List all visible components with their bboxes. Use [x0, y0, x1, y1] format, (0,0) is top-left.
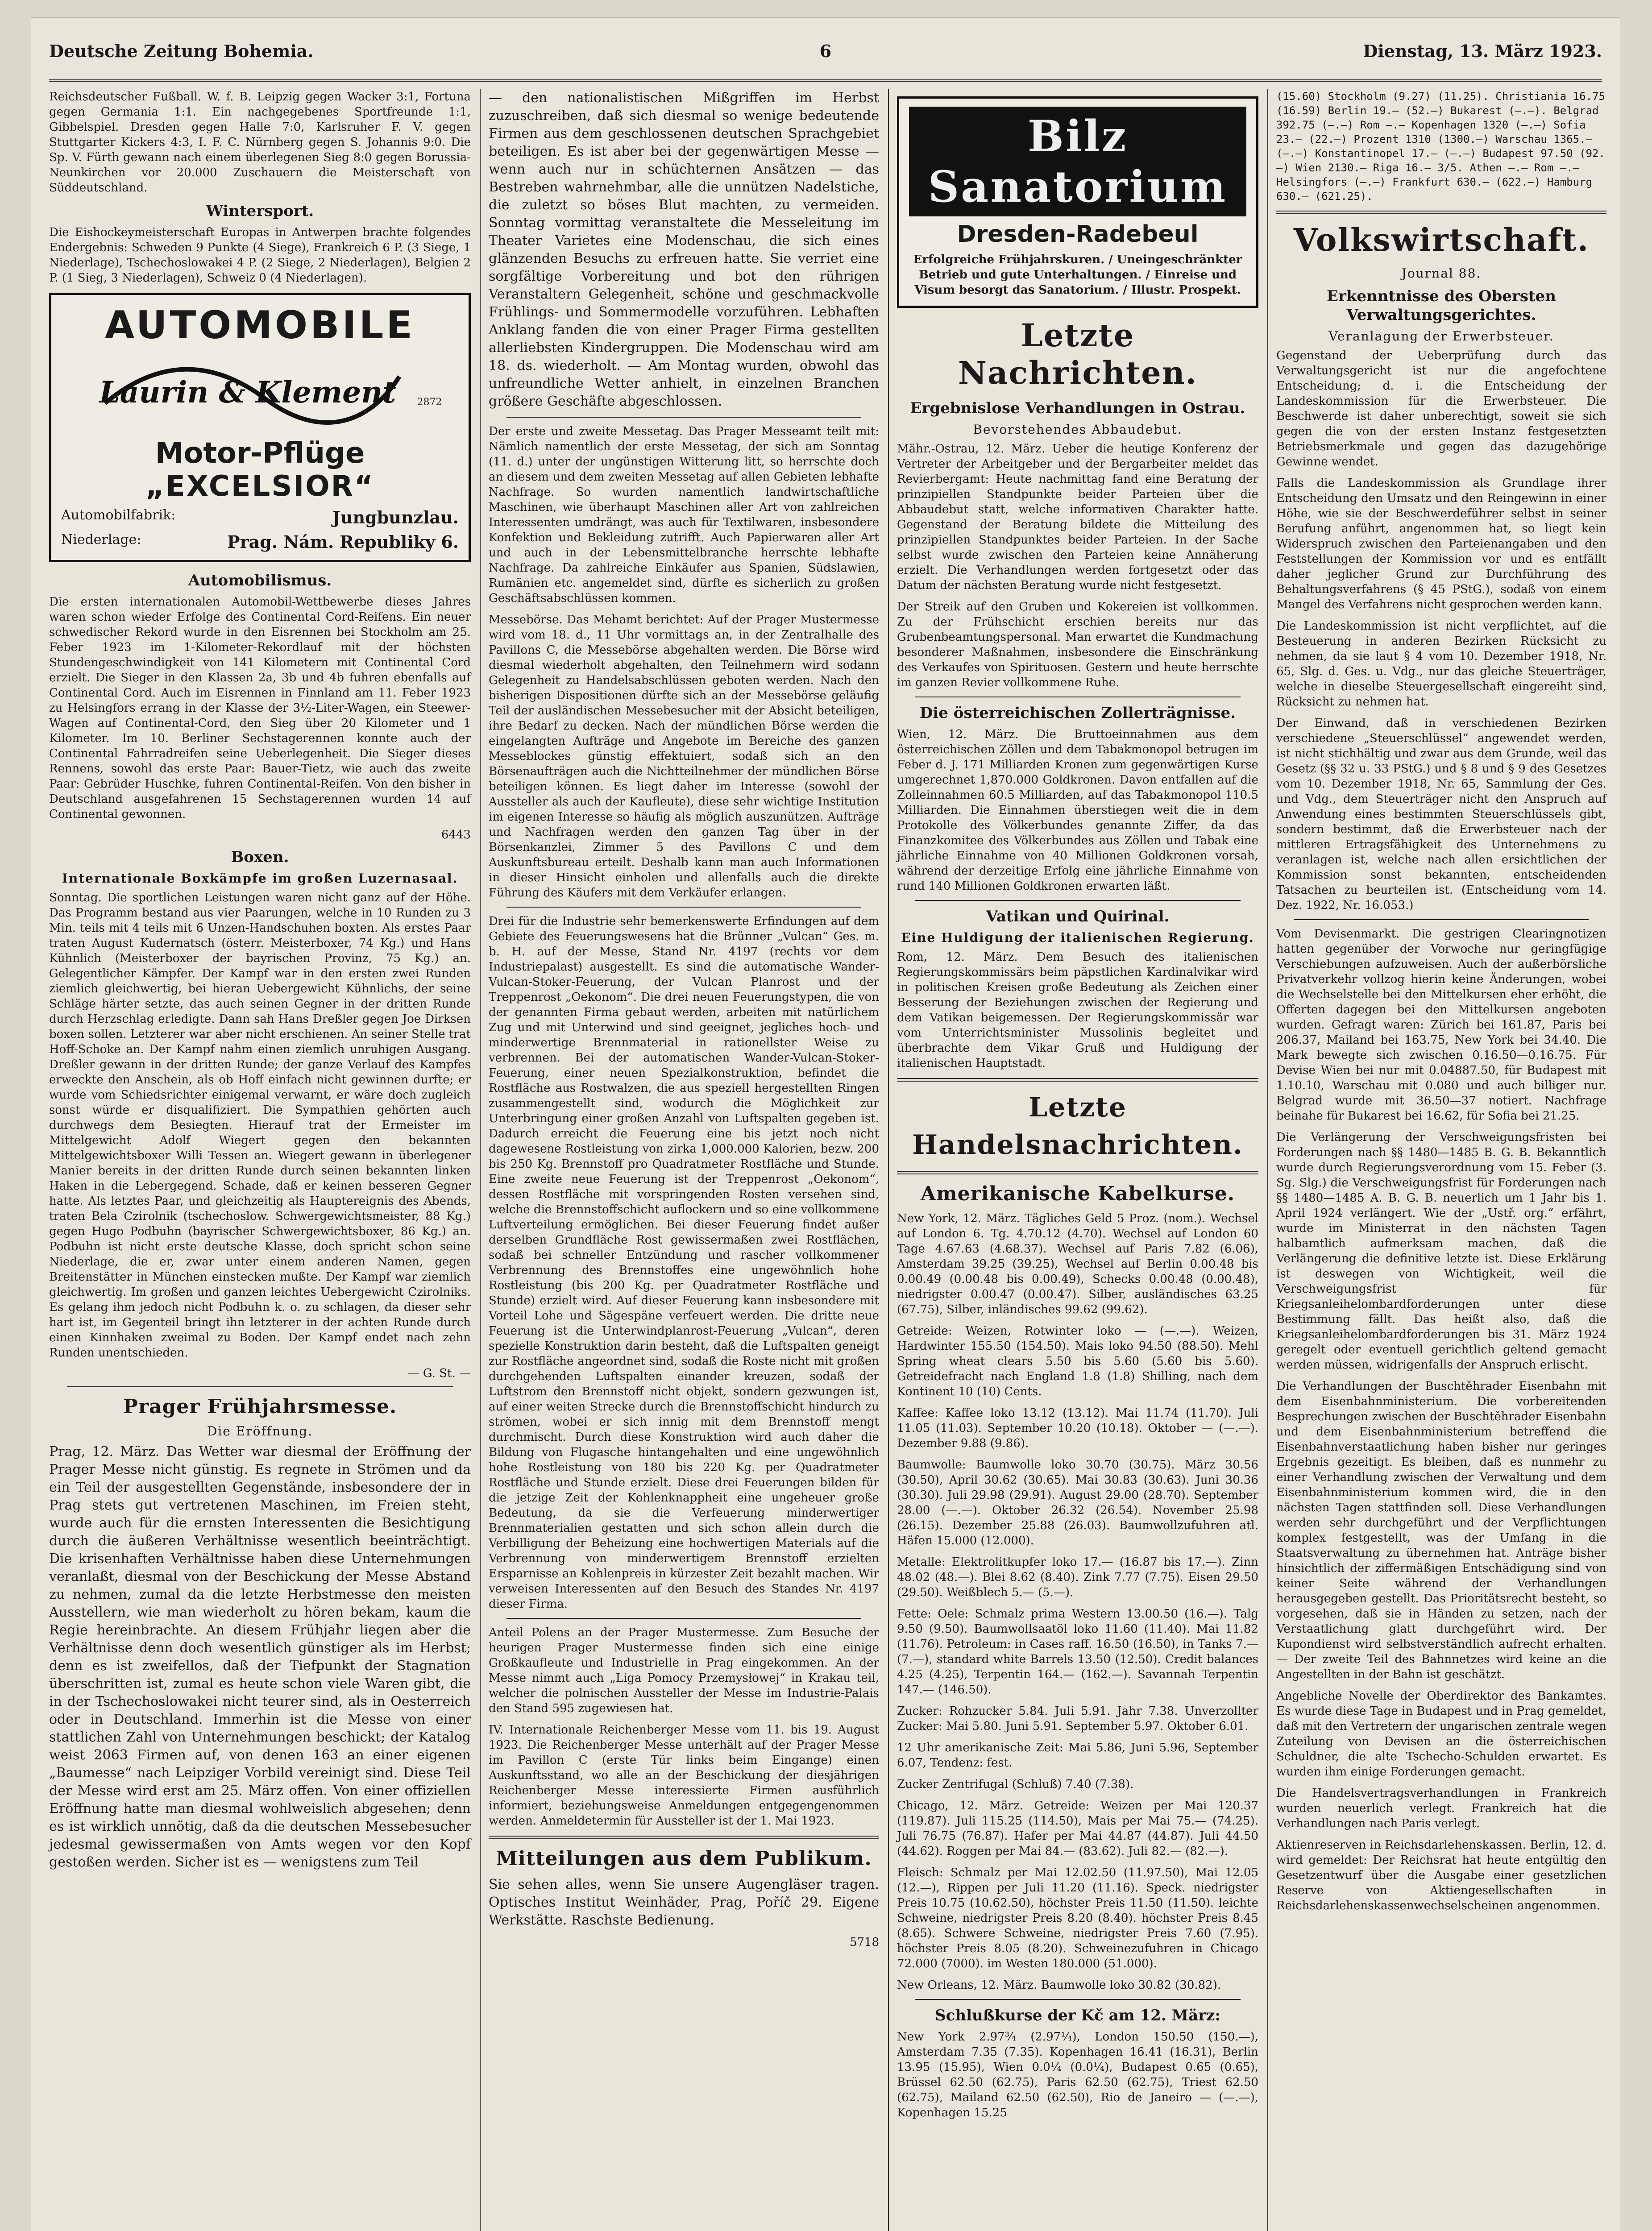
ad-factory-value: Jungbunzlau. [332, 507, 459, 527]
verwaltungsgericht-text-2: Falls die Landeskommission als Grundlage ihrer Entscheidung den Umsatz und den Reingewinn in einer Höhe, wie sie der Beschwerdeführer selbst in seiner Berufung anführt, angenommen hat, so liegt kein Widerspruch zwischen den Parteienangaben und den Feststellungen der Kommission vor und es entfällt daher jeglicher Grund zur Durchführung des Behaltungsverfahrens (§ 45 PStG.), sodaß von einem Mangel des Verfahrens nicht gesprochen werden kann. [1276, 477, 1606, 611]
boxen-subheading: Internationale Boxkämpfe im großen Luzernasaal. [62, 871, 458, 886]
verschweigungsfristen-text: Die Verlängerung der Verschweigungsfristen bei Forderungen nach §§ 1480—1485 B. G. B. Bekanntlich wurde durch Regierungsverordnung vom 15. Feber (3. Sg. Slg.) die Verschweigungsfrist für Forderungen nach §§ 1480—1485 A. B. G. B. neuerlich um 1 Jahr bis 1. April 1924 verlängert. Wie der „Ustř. org.“ erfährt, wurde im Ministerrat in den nächsten Tagen halbamtlich aufmerksam machen, daß die Verlängerung die definitive letzte ist. Diese Erklärung ist deswegen von Wichtigkeit, weil die Verschweigungsfrist für Kriegsanleihelombardforderungen unter diese Bestimmung fällt. Das heißt also, daß die Kriegsanleihelombardforderungen bis 31. März 1924 geregelt oder eventuell gerichtlich geltend gemacht werden müssen, widrigenfalls der Anspruch erlischt. [1276, 1131, 1606, 1372]
handelsvertrag-text: Die Handelsvertragsverhandlungen in Frankreich wurden neuerlich verlegt. Frankreich hat die Verhandlungen nach Paris verlegt. [1276, 1787, 1606, 1830]
exchange-rates-ticker: (15.60) Stockholm (9.27) (11.25). Christiania 16.75 (16.59) Berlin 19.— (52.—) Bukarest (—.—). Belgrad 392.75 (—.—) Rom —.— Kopenhagen 1320 (—.—) Sofia 23.— (22.—) Prozent 1310 (1300.—) Warschau 1365.— (—.—) Konstantinopel 17.— (—.—) Budapest 97.50 (92.—) Wien 2130.— Riga 16.— 3/5. Athen —.— Rom —.— Helsingfors (—.—) Frankfurt 630.— (622.—) Hamburg 630.— (621.25). [1276, 90, 1612, 203]
laurin-klement-logo [61, 348, 459, 437]
section-divider [506, 417, 861, 418]
section-divider [897, 1171, 1258, 1174]
ad-excelsior: „EXCELSIOR“ [145, 470, 374, 503]
bilz-sanatorium-advertisement [897, 96, 1258, 308]
ad-motor-pfluege: Motor-Pflüge [155, 437, 365, 470]
ostrau-text-1: Mähr.-Ostrau, 12. März. Ueber die heutige Konferenz der Vertreter der Arbeitgeber und der Bergarbeiter meldet das Revierbergamt: Heute nachmittag fand eine Beratung der prinzipiellen Standpunkte beider Parteien über die Abbaudebut statt, welche informativen Charakter hatte. Gegenstand der Beratung bildete die Mitteilung des prinzipiellen Standpunktes beider Parteien. In der Sache selbst wurde zwischen den Parteien keine Annäherung erzielt. Die Verhandlungen werden fortgesetzt oder das Datum der nächsten Beratung wurde nicht festgesetzt. [897, 442, 1258, 592]
laurin-klement-advertisement [49, 293, 471, 562]
boxen-signature: — G. St. — [407, 1367, 471, 1380]
fruehjahrsmesse-heading: Prager Frühjahrsmesse. [123, 1395, 397, 1418]
automobilismus-heading: Automobilismus. [188, 572, 332, 589]
verwaltungsgericht-heading: Erkenntnisse des Obersten Verwaltungsgerichtes. [1326, 287, 1557, 324]
kabelkurse-metalle: Metalle: Elektrolitkupfer loko 17.— (16.87 bis 17.—). Zinn 48.02 (48.—). Blei 8.62 (8.40). Zink 7.77 (7.75). Eisen 29.50 (29.50). Weißblech 5.— (5.—). [897, 1555, 1258, 1599]
issue-date: Dienstag, 13. März 1923. [1363, 41, 1602, 61]
fruehjahrsmesse-text: Prag, 12. März. Das Wetter war diesmal der Eröffnung der Prager Messe nicht günstig. Es regnete in Strömen und da ein Teil der ausgestellten Gegenstände, insbesondere der in Prag stets gut vertretenen Maschinen, im Freien steht, wurde auch für die ernsten Interessenten die Besichtigung durch die äußeren Verhältnisse wesentlich beeinträchtigt. Die krisenhaften Verhältnisse haben diese Unternehmungen veranlaßt, diesmal von der Beschickung der Messe Abstand zu nehmen, zumal da die letzte Herbstmesse den meisten Ausstellern, wie man wiederholt zu hören bekam, kaum die Regie hereinbrachte. An diesem Frühjahr liegen aber die Verhältnisse denn doch wesentlich günstiger als im Herbst; denn es ist zweifellos, daß der Tiefpunkt der Stagnation überschritten ist, zumal es heute schon viele Waren gibt, die in der Tschechoslowakei nicht teurer sind, als in Oesterreich oder in Deutschland. Immerhin ist die Messe von einer stattlichen Zahl von Unternehmungen beschickt; der Katalog weist 2063 Firmen auf, von denen 163 an einer eigenen „Baumesse“ nach Leipziger Vorbild vereinigt sind. Diese Teil der Messe wird erst am 25. März offen. Von einer offiziellen Eröffnung hatte man diesmal wohlweislich abgesehen; denn es ist wirklich unnötig, daß da die deutschen Messebesucher jedesmal gewissermaßen von Amts wegen vor den Kopf gestoßen werden. Sicher ist es — wenigstens zum Teil [49, 1444, 471, 1870]
page-header [49, 26, 1602, 82]
newspaper-page [31, 18, 1620, 2231]
section-divider [897, 1078, 1258, 1082]
section-divider [67, 1386, 453, 1387]
publikum-text: Sie sehen alles, wenn Sie unsere Augengläser tragen. Optisches Institut Weinhäder, Prag, Poříč 29. Eigene Werkstätte. Raschste Bedienung. [489, 1877, 879, 1928]
verwaltungsgericht-text-4: Der Einwand, daß in verschiedenen Bezirken verschiedene „Steuerschlüssel“ angewendet werden, ist nicht stichhältig und zwar aus dem Grunde, weil das Gesetz (§§ 32 u. 33 PStG.) und § 8 und § 9 des Gesetzes vom 10. Dezember 1918, Nr. 65, Sammlung der Ges. und Vdg., dem Steuerträger nicht den Anspruch auf Anwendung eines bestimmten Steuerschlüssels gibt, sondern bestimmt, daß die Erwerbsteuer nach der mittleren Ertragsfähigkeit des Unternehmens zu veranlagen ist, welche nach allen ersichtlichen der Kommission sonst bekannten, entscheidenden Tatsachen zu beurteilen ist. (Entscheidung vom 14. Dez. 1922, Nr. 16.053.) [1276, 717, 1606, 912]
kabelkurse-zucker-12uhr: 12 Uhr amerikanische Zeit: Mai 5.86, Juni 5.96, September 6.07, Tendenz: fest. [897, 1741, 1258, 1770]
section-divider [506, 907, 861, 908]
messe-continued-text: — den nationalistischen Mißgriffen im Herbst zuzuschreiben, daß sich diesmal so wenige bedeutende Firmen aus dem geschlossenen deutschen Sprachgebiet beteiligen. Es ist aber bei der gegenwärtigen Messe — wenn auch nur in schüchternen Ansätzen — das Bestreben wahrnehmbar, alle die unnützen Nadelstiche, die zuletzt so böses Blut machten, zu vermeiden. Sonntag vormittag veranstaltete die Messeleitung im Theater Varietes eine Modenschau, die sich eines glänzenden Besuchs zu erfreuen hatte. Sie verriet eine sorgfältige Vorbereitung und bot den rührigen Veranstaltern Gelegenheit, schöne und geschmackvolle Frühlings- und Sommermodelle vorzuführen. Lebhaften Anklang fanden die von einer Prager Firma gestellten allerliebsten Kindergruppen. Die Modenschau wird am 18. ds. wiederholt. — Am Montag wurden, obwohl das unfreundliche Wetter anhielt, in einzelnen Branchen größere Geschäfte abgeschlossen. [489, 90, 879, 409]
volkswirtschaft-journal: Journal 88. [1401, 266, 1482, 281]
vatikan-subheading: Eine Huldigung der italienischen Regierung. [901, 930, 1254, 945]
boxen-text: Sonntag. Die sportlichen Leistungen waren nicht ganz auf der Höhe. Das Programm bestand aus vier Paarungen, welche in 10 Runden zu 3 Min. teils mit 4 teils mit 6 Unzen-Handschuhen boxten. Als erstes Paar traten August Kudernatsch (österr. Meisterboxer, 74 Kg.) und Hans Kühnlich (Meisterboxer der bayrischen Provinz, 75 Kg.) an. Gelegentlicher Kämpfer. Der Kampf war in den ersten zwei Runden ziemlich gleichwertig, bei hieran Uebergewicht Kühnlichs, der seine Schläge härter setzte, das auch seinen Gegner in der dritten Runde durch Herzschlag erledigte. Dann sah Hans Dreßler gegen Joe Dirksen boxen sollen. Letzterer war aber nicht erschienen. An seiner Stelle trat Hoff-Schoke an. Der Kampf nahm einen ziemlich unruhigen Ausgang. Dreßler gewann in der dritten Runde; der ganze Verlauf des Kampfes erweckte den Anschein, als ob Hoff einfach nicht gewinnen durfte; er wurde vom Schiedsrichter einigemal verwarnt, er wäre doch zugleich sonst würde er disqualifiziert. Die Sympathien gehörten auch durchwegs dem Besiegten. Hierauf trat der Ermeister im Mittelgewicht Adolf Wiegert gegen den bekannten Mittelgewichtsboxer Willi Tessen an. Wiegert gewann in überlegener Manier bereits in der dritten Runde durch seinen bekannten linken Haken in die Lebergegend. Schade, daß er keinen besseren Gegner hatte. Als letztes Paar, und gleichzeitig als Hauptereignis des Abends, traten Bela Czirolnik (tschechoslow. Schwergewichtsmeister, 88 Kg.) gegen Hugo Podbuhn (bayrischer Schwergewichtsboxer, 86 Kg.) an. Podbuhn ist nicht erste deutsche Klasse, doch spricht schon seine Niederlage, die er, zwar unter einem anderen Namen, gegen Breitenstätter in München einstecken mußte. Der Kampf war ziemlich gleichwertig. Im großen und ganzen leichtes Uebergewicht Czirolniks. Es gelang ihm jedoch nicht Podbuhn k. o. zu schlagen, da dieser sehr hart ist, im Gegenteil bringt ihn letzterer in der achten Runde durch einen Kinnhaken zweimal zu Boden. Der Kampf endet nach zehn Runden unentschieden. [49, 891, 471, 1360]
kabelkurse-zucker: Zucker: Rohzucker 5.84. Juli 5.91. Jahr 7.38. Unverzollter Zucker: Mai 5.80. Juni 5.91. September 5.97. Oktober 6.01. [897, 1704, 1258, 1733]
laurin-klement-logo-graphic [78, 350, 417, 435]
bankamt-text: Angebliche Novelle der Oberdirektor des Bankamtes. Es wurde diese Tage in Budapest und in Prag gemeldet, daß mit den Vertretern der ungarischen zentrale wegen Zuteilung von Devisen an die österreichischen Schuldner, die alte Tschecho-Schulden erwartet. Es wurden ihm einige Forderungen gemacht. [1276, 1689, 1606, 1779]
letzte-nachrichten-heading: Letzte Nachrichten. [958, 317, 1197, 391]
winter-sport-text: Die Eishockeymeisterschaft Europas in Antwerpen brachte folgendes Endergebnis: Schweden 9 Punkte (4 Siege), Frankreich 6 P. (3 Siege, 1 Niederlage), Tschechoslowakei 4 P. (2 Siege, 2 Niederlagen), Belgien 2 P. (1 Sieg, 3 Niederlagen), Schweiz 0 (4 Niederlagen). [49, 226, 471, 285]
section-divider [506, 1618, 861, 1619]
devisenmarkt-text: Vom Devisenmarkt. Die gestrigen Clearingnotizen hatten gegenüber der Vorwoche nur geringfügige Verschiebungen aufzuweisen. Auch der außerbörsliche Privatverkehr vollzog hierin keine Änderungen, wobei die Wechselstelle bei den Mittelkursen eher erhöht, die Offerten dagegen bei den Mittelkursen angeboten wurden. Gefragt waren: Zürich bei 161.87, Paris bei 206.37, Mailand bei 163.75, New York bei 34.40. Die Mark bewegte sich zwischen 0.16.50—0.16.75. Für Devise Wien bei nur mit 0.04887.50, für Budapest mit 1.10.10, Warschau mit 0.080 und auch billiger nur. Belgrad wurde mit 36.50—37 notiert. Nachfrage beinahe für Bukarest bei 16.62, für Sofia bei 21.25. [1276, 927, 1606, 1123]
ad-code: 2872 [417, 397, 442, 408]
ostrau-text-2: Der Streik auf den Gruben und Kokereien ist vollkommen. Zu der Frühschicht erschien bereits nur das Grubenbeamtungspersonal. Man erwartet die Kundmachung besonderer Maßnahmen, insbesondere die Einschränkung des Verkaufes von Spirituosen. Gestern und heute herrschte im ganzen Revier vollkommene Ruhe. [897, 600, 1258, 689]
polen-messe-text: Anteil Polens an der Prager Mustermesse. Zum Besuche der heurigen Prager Mustermesse finden sich eine einige Großkaufleute und Industrielle in Prag eingekommen. An der Messe nimmt auch „Liga Pomocy Przemysłowej“ in Krakau teil, welcher die polnischen Aussteller der Messe im Industrie-Palais den Stand 595 zugewiesen hat. [489, 1626, 879, 1715]
kabelkurse-heading: Amerikanische Kabelkurse. [920, 1182, 1235, 1205]
sport-football-text: Reichsdeutscher Fußball. W. f. B. Leipzig gegen Wacker 3:1, Fortuna gegen Germania 1:1. Ein nachgegebenes Sportfreunde 1:1, Gibbelspiel. Dresden gegen Halle 7:0, Karlsruher F. V. gegen Stuttgarter Kickers 4:3, I. F. C. Nürnberg gegen S. Johannis 9:0. Die Sp. V. Fürth gewann nach einem überlegenen Sieg 8:0 gegen Borussia-Neunkirchen vor 20.000 Zuschauern die Meisterschaft von Süddeutschland. [49, 90, 471, 195]
column-2 [489, 89, 879, 2231]
verwaltungsgericht-text-3: Die Landeskommission ist nicht verpflichtet, auf die Besteuerung in anderen Bezirken Rücksicht zu nehmen, da sie laut § 4 vom 10. Dezember 1918, Nr. 65, Slg. d. Ges. u. Vdg., nur das gleiche Steuerträger, welche in dieselbe Steuergesellschaft eingereiht sind, Rücksicht zu nehmen hat. [1276, 619, 1606, 709]
ostrau-subheading: Bevorstehendes Abbaudebut. [973, 422, 1183, 437]
erwerbsteuer-subheading: Veranlagung der Erwerbsteuer. [1328, 329, 1554, 344]
boxen-heading: Boxen. [231, 848, 289, 866]
messetag-text: Der erste und zweite Messetag. Das Prager Messeamt teilt mit: Nämlich namentlich der erste Messetag, der sich am Sonntag (11. d.) unter der ungünstigen Witterung litt, so herrschte doch an diesem und dem zweiten Messetag auf allen Gebieten lebhafte Nachfrage. So wurden namentlich landwirtschaftliche Maschinen, wie überhaupt Maschinen aller Art von zahlreichen Interessenten umdrängt, was auch für Textilwaren, insbesondere Konfektion und Bekleidung zutrifft. Auch Papierwaren aller Art und auch in der Lebensmittelbranche herrschte lebhafte Nachfrage. Da zahlreiche Einkäufer aus Spanien, Südslawien, Rumänien etc. angemeldet sind, dürfte es sicherlich zu großen Geschäftsabschlüssen kommen. [489, 425, 879, 605]
section-divider [489, 1836, 879, 1839]
ad-factory-row [61, 507, 459, 527]
section-divider [1276, 211, 1606, 214]
schlusskurse-text: New York 2.97¾ (2.97¼), London 150.50 (150.—), Amsterdam 7.35 (7.35). Kopenhagen 16.41 (16.31), Berlin 13.95 (15.95), Wien 0.0¼ (0.0¼), Budapest 0.65 (0.65), Brüssel 62.50 (62.75), Paris 62.50 (62.75), Triest 62.50 (62.75), Mailand 62.50 (62.50), Rio de Janeiro — (—.—), Kopenhagen 15.25 [897, 2030, 1258, 2119]
volkswirtschaft-heading: Volkswirtschaft. [1293, 221, 1590, 258]
column-rule [480, 89, 481, 2231]
ostrau-heading: Ergebnislose Verhandlungen in Ostrau. [910, 399, 1245, 417]
section-divider [915, 900, 1241, 901]
aktienreserven-text: Aktienreserven in Reichsdarlehenskassen. Berlin, 12. d. wird gemeldet: Der Reichsrat hat heute entgültig den Gesetzentwurf über die Ausgabe einer gesetzlichen Reserve von Aktiengesellschaften in Reichsdarlehenskassenwechselscheinen angenommen. [1276, 1838, 1606, 1912]
ad-outlet-label: Niederlage: [61, 532, 141, 547]
ad-outlet-row [61, 532, 459, 552]
section-divider [915, 1999, 1241, 2000]
ad-automobile-title: AUTOMOBILE [104, 303, 415, 348]
kabelkurse-body [897, 1211, 1258, 1993]
buschtehrader-text: Die Verhandlungen der Buschtěhrader Eisenbahn mit dem Eisenbahnministerium. Die vorbereitenden Besprechungen zwischen der Buschtěhrader Eisenbahn und dem Eisenbahnministerium betreffend die Eisenbahnverstaatlichung haben bisher nur geringes Ergebnis gezeitigt. Es bleiben, daß es nunmehr zu einer Verhandlung zwischen der Verwaltung und dem Eisenbahnministerium kommen wird, die in den nächsten Tagen stattfinden soll. Diese Verhandlungen werden sehr durchgeführt und der Verpflichtungen komplex festgestellt, was der Umfang in die Staatsverwaltung zu übernehmen hat. Anträge bisher hinsichtlich der ziffermäßigen Entschädigung sind von keiner Seite während der Verhandlungen herausgegeben gestellt. Das Prioritätsrecht besteht, so vorgesehen, daß sie in Händen zu setzen, nach der Verstaatlichung glatt durchgeführt wird. Der Kupondienst wird selbstverständlich aufrecht erhalten. — Der zweite Teil des Bahnnetzes wird keine an die Angestellten in der Bahn ist geschätzt. [1276, 1380, 1606, 1681]
fruehjahrsmesse-subheading: Die Eröffnung. [207, 1424, 313, 1439]
kabelkurse-kaffee: Kaffee: Kaffee loko 13.12 (13.12). Mai 11.74 (11.70). Juli 11.05 (11.03). September 10.20 (10.18). Oktober — (—.—). Dezember 9.88 (9.86). [897, 1406, 1258, 1450]
column-1 [49, 89, 471, 2231]
kabelkurse-getreide: Getreide: Weizen, Rotwinter loko — (—.—). Weizen, Hardwinter 155.50 (154.50). Mais loko 94.50 (88.50). Mehl Spring wheat clears 5.50 bis 5.60 (5.60 bis 5.60). Getreidefracht nach England 1.8 (1.8) Shilling, nach dem Kontinent 10 (10) Cents. [897, 1324, 1258, 1398]
page-number: 6 [819, 41, 832, 61]
newspaper-name: Deutsche Zeitung Bohemia. [49, 41, 314, 61]
kabelkurse-chicago-getreide: Chicago, 12. März. Getreide: Weizen per Mai 120.37 (119.87). Juli 115.25 (114.50), Mais per Mai 75.— (74.25). Juli 76.75 (76.87). Hafer per Mai 44.87 (44.87). Juli 44.50 (44.62). Roggen per Mai 84.— (83.62). Juli 82.— (82.—). [897, 1799, 1258, 1858]
bilz-location: Dresden-Radebeul [957, 221, 1199, 248]
messeboerse-text: Messebörse. Das Mehamt berichtet: Auf der Prager Mustermesse wird vom 18. d., 11 Uhr vormittags an, in der Zentralhalle des Pavillons C, die Messebörse abgehalten werden. Die Börse wird diesmal wiederholt abgehalten, den Teilnehmern wird sodann Gelegenheit zu Handelsabschlüssen geboten werden. Nach den bisherigen Dispositionen dürfte sich an der Messebörse geläufig Teil der ausländischen Messebesucher mit der Absicht beteiligen, ihre Bedarf zu decken. Nach der mündlichen Börse werden die eingelangten Aufträge und Angebote im Bereiche des ganzen Messeblockes günstig effektuiert, sodaß sich an den Börsenaufträgen auch die Nichtteilnehmer der mündlichen Börse beteiligen können. Es liegt daher im Interesse (sowohl der Aussteller als auch der Kaufleute), diese sehr wichtige Institution im eigenen Interesse so häufig als möglich auszunützen. Aufträge und Nachfragen werden den ganzen Tag über in der Börsenkanzlei, Zimmer 5 des Pavillons C und dem Auskunftsbureau erteilt. Deshalb kann man auch Informationen in dieser Hinsicht einholen und allenfalls auch die direkte Führung des Käufers mit dem Verkäufer erlangen. [489, 613, 879, 900]
kabelkurse-geld: New York, 12. März. Tägliches Geld 5 Proz. (nom.). Wechsel auf London 6. Tg. 4.70.12 (4.70). Wechsel auf London 60 Tage 4.67.63 (4.68.37). Wechsel auf Paris 7.82 (6.06), Amsterdam 39.25 (39.25), Wechsel auf Berlin 0.00.48 bis 0.00.49 (0.00.48 bis 0.00.49), Schecks 0.00.48 (0.00.48), niedrigster 0.00.47 (0.00.47). Silber, ausländisches 63.25 (67.75), Silber, inländisches 99.62 (99.62). [897, 1212, 1258, 1316]
vulcan-feuerung-text: Drei für die Industrie sehr bemerkenswerte Erfindungen auf dem Gebiete des Feuerungswesens hat die Brünner „Vulcan“ Ges. m. b. H. auf der Messe, Stand Nr. 4197 (rechts vor dem Industriepalast) ausgestellt. Es sind die automatische Wander-Vulcan-Stoker-Feuerung, der Vulcan Planrost und der Treppenrost „Oekonom“. Die drei neuen Feuerungstypen, die von der genannten Firma gebaut werden, arbeiten mit natürlichem Zug und mit Unterwind und sind geeignet, jegliches hoch- und minderwertige Brennmaterial in rationellster Weise zu verbrennen. Bei der automatischen Wander-Vulcan-Stoker-Feuerung, einer neuen Spezialkonstruktion, befindet die Rostfläche aus Rostwalzen, die aus speziell hergestellten Ringen zusammengestellt sind, wodurch die Möglichkeit zur Unterbringung einer großen Anzahl von Luftspalten gegeben ist. Dadurch erreicht die Feuerung eine bis jetzt noch nicht dagewesene Rostleistung von zirka 1,000.000 Kalorien, bezw. 200 bis 250 Kg. Brennstoff pro Quadratmeter Rostfläche und Stunde. Eine zweite neue Feuerung ist der Treppenrost „Oekonom“, dessen Rostfläche mit vorspringenden Rosten versehen sind, welche die Brennstoffschicht auflockern und so eine vollkommene Luftverteilung ermöglichen. Bei dieser Feuerung findet außer derselben Grundfläche Rost gewissermaßen zwei Rostflächen, sodaß bei schneller Entzündung und rascher vollkommener Verbrennung des Brennstoffes eine ungewöhnlich hohe Rostleistung (bis 200 Kg. per Quadratmeter Rostfläche und Stunde) erzielt wird. Auf dieser Feuerung kann insbesondere mit Vorteil Lohe und Sägespäne verfeuert werden. Die dritte neue Feuerung ist die Unterwindplanrost-Feuerung „Vulcan“, deren spezielle Konstruktion darin besteht, daß die Luftspalten geneigt zur Rostfläche angeordnet sind, sodaß die Roste nicht mit großen durchgehenden Luftspalten einander kreuzen, sodaß der Luftstrom den Brennstoff nicht objekt, sondern gezwungen ist, auf einer weiten Strecke durch die Brennstoffschicht hindurch zu strömen, wobei er sich innig mit dem Brennstoff mengt durchmischt. Durch diese Konstruktion wird auch daher die Bildung von Flugasche hintangehalten und eine ungewöhnlich hohe Rostleistung von 180 bis 220 Kg. per Quadratmeter Rostfläche und Stunde erzielt. Diese drei Feuerungen bilden für die jetzige Zeit der Kohlenknappheit eine ungeheuer große Bedeutung, da sie die Verfeuerung minderwertiger Brennmaterialien gestatten und sich schon allein durch die Verbilligung der Beheizung eine hochwertigen Materials auf die Verbrennung von minderwertigem Brennstoff erzielten Ersparnisse an Kohlenpreis in kürzester Zeit bezahlt machen. Wir verweisen Interessenten auf den Besuch des Standes Nr. 4197 dieser Firma. [489, 915, 879, 1611]
section-divider [1294, 919, 1589, 920]
publikum-code: 5718 [849, 1936, 879, 1949]
kabelkurse-chicago-fleisch: Fleisch: Schmalz per Mai 12.02.50 (11.97.50), Mai 12.05 (12.—), Rippen per Juli 11.20 (11.16). Speck. niedrigster Preis 10.75 (10.62.50), höchster Preis 11.50 (11.50). leichte Schweine, niedrigster Preis 8.20 (8.40). höchster Preis 8.45 (8.65). Schwere Schweine, niedrigster Preis 7.60 (7.95). höchster Preis 8.05 (8.20). Schweinezufuhren in Chicago 72.000 (7000). im Westen 180.000 (51.000). [897, 1866, 1258, 1970]
kabelkurse-new-orleans: New Orleans, 12. März. Baumwolle loko 30.82 (30.82). [897, 1978, 1221, 1992]
kabelkurse-fette: Fette: Oele: Schmalz prima Western 13.00.50 (16.—). Talg 9.50 (9.50). Baumwollsaatöl loko 11.60 (11.40). Mai 11.82 (11.76). Petroleum: in Cases raff. 16.50 (16.50), in Tanks 7.— (7.—), standard white Barrels 13.50 (12.50). Credit balances 4.25 (4.25), Terpentin 164.— (162.—). Savannah Terpentin 147.— (146.50). [897, 1607, 1258, 1696]
ad-factory-label: Automobilfabrik: [61, 507, 176, 523]
column-rule [1267, 89, 1268, 2231]
publikum-heading: Mitteilungen aus dem Publikum. [496, 1847, 872, 1870]
automobilismus-code: 6443 [441, 828, 471, 842]
column-rule [888, 89, 889, 2231]
vatikan-text: Rom, 12. März. Dem Besuch des italienischen Regierungskommissärs beim päpstlichen Kardinalvikar wird in politischen Kreisen große Bedeutung als Zeichen einer Besserung der Beziehungen zwischen der Regierung und dem Vatikan beigemessen. Der Regierungskommissär war vom Unterrichtsminister Mussolinis begleitet und überbrachte dem Vikar Gruß und Huldigung der italienischen Hauptstadt. [897, 950, 1258, 1070]
kabelkurse-zucker-zentrifugal: Zucker Zentrifugal (Schluß) 7.40 (7.38). [897, 1778, 1134, 1791]
vatikan-heading: Vatikan und Quirinal. [986, 908, 1170, 925]
schlusskurse-heading: Schlußkurse der Kč am 12. März: [935, 2007, 1220, 2024]
handelsnachrichten-heading: Letzte Handelsnachrichten. [912, 1092, 1243, 1161]
column-3 [897, 89, 1258, 2231]
automobilismus-text: Die ersten internationalen Automobil-Wettbewerbe dieses Jahres waren schon wieder Erfolge des Continental Cord-Reifens. Ein neuer schwedischer Rekord wurde in den Eisrennen bei Stockholm am 25. Feber 1923 im 1-Kilometer-Rekordlauf mit der höchsten Stundengeschwindigkeit von 141 Kilometern mit Continental Cord erzielt. Die Sieger in den Klassen 2a, 3b und 4b fuhren ebenfalls auf Continental Cord. Auch im Eisrennen in Finnland am 11. Feber 1923 zu Helsingfors errang in der Klasse der 3½-Liter-Wagen, ein Steewer-Wagen auf Continental-Cord, den Sieg über 20 Kilometer und 1 Kilometer. Im 10. Berliner Sechstagerennen konnte auch der Continental Fahrradreifen seine Ueberlegenheit. Die Sieger dieses Rennens, sowohl das erste Paar: Bauer-Tietz, wie auch das zweite Paar: Gebrüder Huschke, fuhren Continental-Reifen. Von den bisher in Deutschland ausgefahrenen 15 Sechstagerennen wurden 14 auf Continental gewonnen. [49, 595, 471, 821]
zollertraegnisse-heading: Die österreichischen Zollerträgnisse. [919, 704, 1236, 722]
logo-lettering: Laurin & Klement [99, 375, 396, 410]
ad-outlet-value: Prag. Nám. Republiky 6. [227, 532, 459, 552]
column-4 [1276, 89, 1612, 2231]
reichenberger-messe-text: IV. Internationale Reichenberger Messe vom 11. bis 19. August 1923. Die Reichenberger Messe unterhält auf der Prager Messe im Pavillon C (erste Tür links beim Eingange) einen Auskunftsstand, wo alle an der Beschickung der diesjährigen Reichenberger Messe interessierte Firmen ausführlich informiert, beziehungsweise Anmeldungen entgegengenommen werden. Anmeldetermin für Aussteller ist der 1. Mai 1923. [489, 1723, 879, 1828]
bilz-brand: Bilz Sanatorium [909, 107, 1246, 216]
winter-sport-heading: Wintersport. [206, 202, 314, 220]
zollertraegnisse-text: Wien, 12. März. Die Bruttoeinnahmen aus dem österreichischen Zöllen und dem Tabakmonopol betrugen im Feber d. J. 171 Milliarden Kronen zum gegenwärtigen Kurse umgerechnet 1,870.000 Goldkronen. Davon entfallen auf die Zolleinnahmen 60.5 Milliarden, auf das Tabakmonopol 110.5 Milliarden. Die Einnahmen überstiegen weit die in dem Protokolle des Völkerbundes genannte Ziffer, da das Finanzkomitee des Völkerbundes aus Zöllen und Tabak eine jährliche Einnahme von 40 Millionen Goldkronen vorsah, während der derzeitige Erfolg eine jährliche Einnahme von rund 140 Millionen Goldkronen erwarten läßt. [897, 728, 1258, 893]
bilz-description: Erfolgreiche Frühjahrskuren. / Uneingeschränkter Betrieb und gute Unterhaltungen. / Einreise und Visum besorgt das Sanatorium. / Illustr. Prospekt. [913, 253, 1242, 297]
verwaltungsgericht-text-1: Gegenstand der Ueberprüfung durch das Verwaltungsgericht ist nur die angefochtene Entscheidung; d. i. die Entscheidung der Landeskommission für die Erwerbsteuer. Die Beschwerde ist daher unberechtigt, soweit sie sich gegen die von der ersten Instanz festgesetzten Betriebsmerkmale und gegen das dazugehörige Gewinne wendet. [1276, 349, 1606, 469]
kabelkurse-baumwolle: Baumwolle: Baumwolle loko 30.70 (30.75). März 30.56 (30.50), April 30.62 (30.65). Mai 30.83 (30.63). Juni 30.36 (30.30). Juli 29.98 (29.91). August 29.00 (28.70). September 28.00 (—.—). Oktober 26.32 (26.54). November 25.98 (26.15). Dezember 25.88 (26.03). Baumwollzufuhren atl. Häfen 15.000 (12.000). [897, 1458, 1258, 1547]
